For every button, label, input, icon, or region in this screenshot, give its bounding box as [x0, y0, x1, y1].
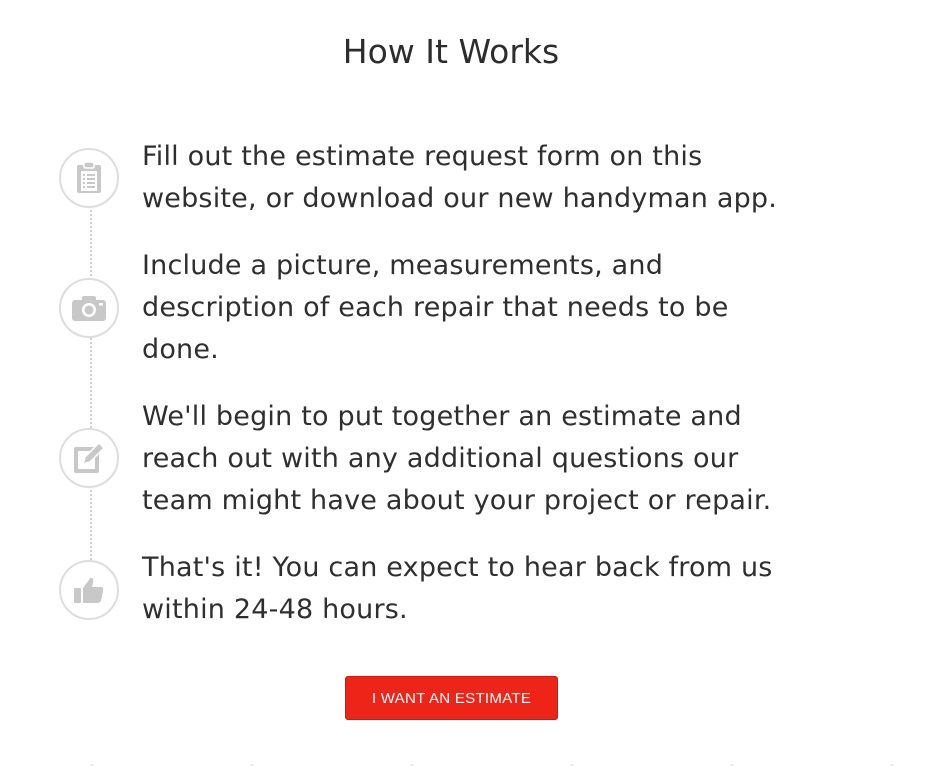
clipboard-icon	[76, 162, 102, 194]
step-3-line-3: team might have about your project or repair.	[142, 485, 772, 516]
step-2-line-2: description of each repair that needs to be	[142, 292, 729, 323]
step-4-line-2: within 24-48 hours.	[142, 594, 408, 625]
step-2-icon-circle	[59, 278, 119, 338]
step-4-line-1: That's it! You can expect to hear back from us	[142, 552, 773, 583]
step-2-text	[142, 245, 842, 371]
thumbs-up-icon	[74, 576, 104, 604]
estimate-button[interactable]: I WANT AN ESTIMATE	[345, 676, 558, 720]
step-3-line-2: reach out with any additional questions our	[142, 443, 739, 474]
step-1-icon-circle	[59, 148, 119, 208]
timeline-connector	[90, 210, 92, 560]
step-4-icon-circle	[59, 560, 119, 620]
edit-icon	[73, 442, 105, 474]
step-2-line-3: done.	[142, 334, 219, 365]
step-3-icon-circle	[59, 428, 119, 488]
step-1-text	[142, 136, 842, 220]
step-1-line-2: website, or download our new handyman app.	[142, 183, 778, 214]
step-1-line-1: Fill out the estimate request form on this	[142, 141, 703, 172]
step-3-line-1: We'll begin to put together an estimate and	[142, 401, 742, 432]
camera-icon	[72, 295, 106, 321]
step-3-text	[142, 396, 842, 522]
step-2-line-1: Include a picture, measurements, and	[142, 250, 664, 281]
decorative-dots	[0, 760, 935, 767]
section-title: How It Works	[342, 32, 560, 71]
step-4-text	[142, 547, 842, 631]
